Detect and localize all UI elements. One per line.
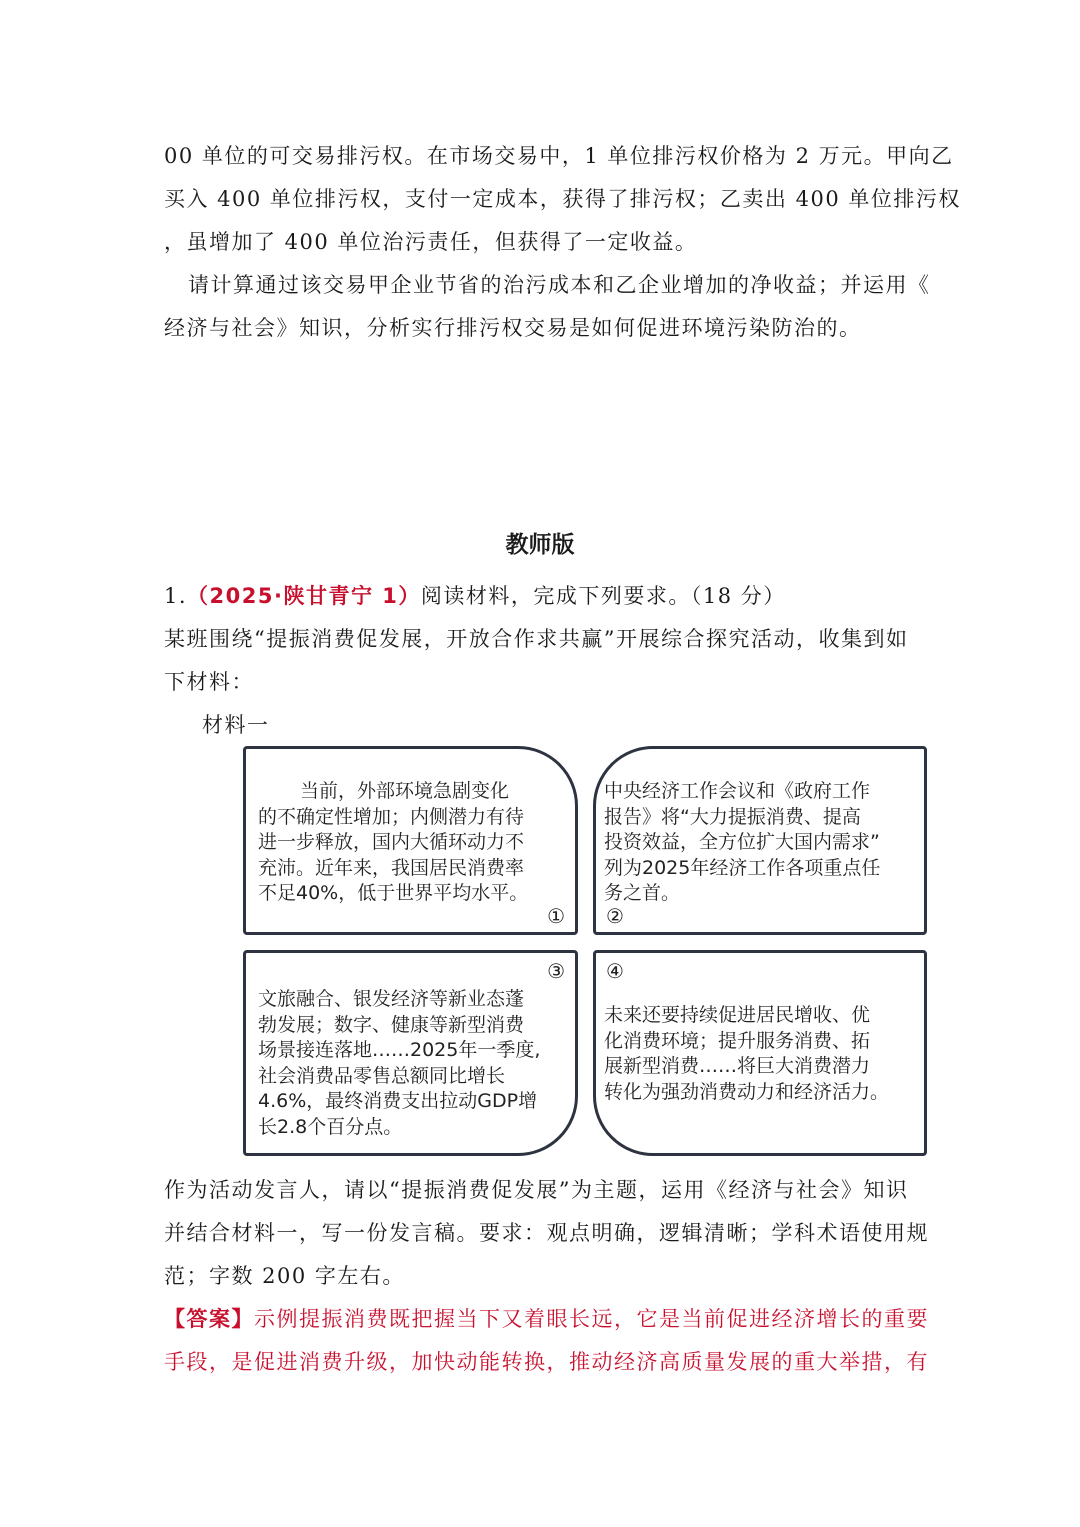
answer-label: 【答案】 (164, 1307, 254, 1331)
box-3-line: 场景接连落地……2025年一季度, (258, 1039, 541, 1061)
answer-text-1: 示例提振消费既把握当下又着眼长远，它是当前促进经济增长的重要 (254, 1307, 929, 1331)
box-2-text (604, 779, 880, 907)
section-heading: 教师版 (505, 532, 575, 558)
box-1-line: 不足40%，低于世界平均水平。 (258, 882, 529, 904)
answer-line-2: 手段，是促进消费升级，加快动能转换，推动经济高质量发展的重大举措，有 (164, 1350, 929, 1374)
intro-line-2: 买入 400 单位排污权，支付一定成本，获得了排污权；乙卖出 400 单位排污权 (164, 187, 961, 211)
box-3-text (258, 987, 540, 1140)
answer-line-1 (164, 1303, 929, 1333)
box-1-line: 当前，外部环境急剧变化 (300, 780, 510, 802)
task-line-1: 作为活动发言人，请以“提振消费促发展”为主题，运用《经济与社会》知识 (164, 1178, 909, 1202)
box-4-line: 未来还要持续促进居民增收、优 (604, 1004, 871, 1026)
task-line-3: 范；字数 200 字左右。 (164, 1264, 405, 1288)
box-2-line: 报告》将“大力提振消费、提高 (604, 805, 861, 828)
box-2-line: 务之首。 (604, 882, 681, 904)
material-box-4 (593, 950, 927, 1156)
box-4-line: 化消费环境；提升服务消费、拓 (604, 1029, 871, 1052)
box-3-line: 文旅融合、银发经济等新业态蓬 (258, 988, 525, 1010)
box-4-line: 展新型消费……将巨大消费潜力 (604, 1055, 871, 1077)
question-prompt: 阅读材料，完成下列要求。（18 分） (420, 584, 786, 608)
box-3-line: 勃发展；数字、健康等新型消费 (258, 1013, 525, 1036)
box-1-text (258, 779, 528, 907)
box-3-line: 4.6%，最终消费支出拉动GDP增 (258, 1090, 538, 1112)
intro-line-1: 00 单位的可交易排污权。在市场交易中，1 单位排污权价格为 2 万元。甲向乙 (164, 144, 954, 168)
box-1-line: 的不确定性增加；内侧潜力有待 (258, 805, 525, 828)
box-2-line: 投资效益，全方位扩大国内需求” (604, 831, 880, 853)
box-2-line: 中央经济工作会议和《政府工作 (604, 780, 871, 802)
box-1-line: 进一步释放，国内大循环动力不 (258, 831, 525, 853)
box-4-text (604, 1003, 889, 1105)
intro-line-3: ，虽增加了 400 单位治污责任，但获得了一定收益。 (164, 230, 698, 254)
material-box-1 (243, 746, 578, 935)
task-line-2: 并结合材料一，写一份发言稿。要求：观点明确，逻辑清晰；学科术语使用规 (164, 1221, 929, 1245)
box-2-line: 列为2025年经济工作各项重点任 (604, 856, 881, 879)
box-4-line: 转化为强劲消费动力和经济活力。 (604, 1080, 890, 1103)
intro-line-5: 经济与社会》知识，分析实行排污权交易是如何促进环境污染防治的。 (164, 316, 862, 340)
intro-line-4: 请计算通过该交易甲企业节省的治污成本和乙企业增加的净收益；并运用《 (188, 273, 931, 297)
box-1-line: 充沛。近年来，我国居民消费率 (258, 856, 525, 879)
box-3-number: ③ (547, 959, 565, 983)
question-line-2: 某班围绕“提振消费促发展，开放合作求共赢”开展综合探究活动，收集到如 (164, 627, 909, 651)
material-label: 材料一 (202, 713, 270, 737)
material-box-2 (593, 746, 927, 935)
box-3-line: 社会消费品零售总额同比增长 (258, 1064, 506, 1087)
material-box-3 (243, 950, 578, 1156)
box-2-number: ② (606, 904, 624, 928)
question-line-3: 下材料： (164, 670, 254, 694)
question-source: （2025·陕甘青宁 1） (187, 584, 421, 608)
box-3-line: 长2.8个百分点。 (258, 1115, 403, 1138)
question-line-1 (164, 580, 786, 610)
question-number: 1. (164, 584, 188, 608)
box-4-number: ④ (606, 959, 624, 983)
box-1-number: ① (547, 904, 565, 928)
